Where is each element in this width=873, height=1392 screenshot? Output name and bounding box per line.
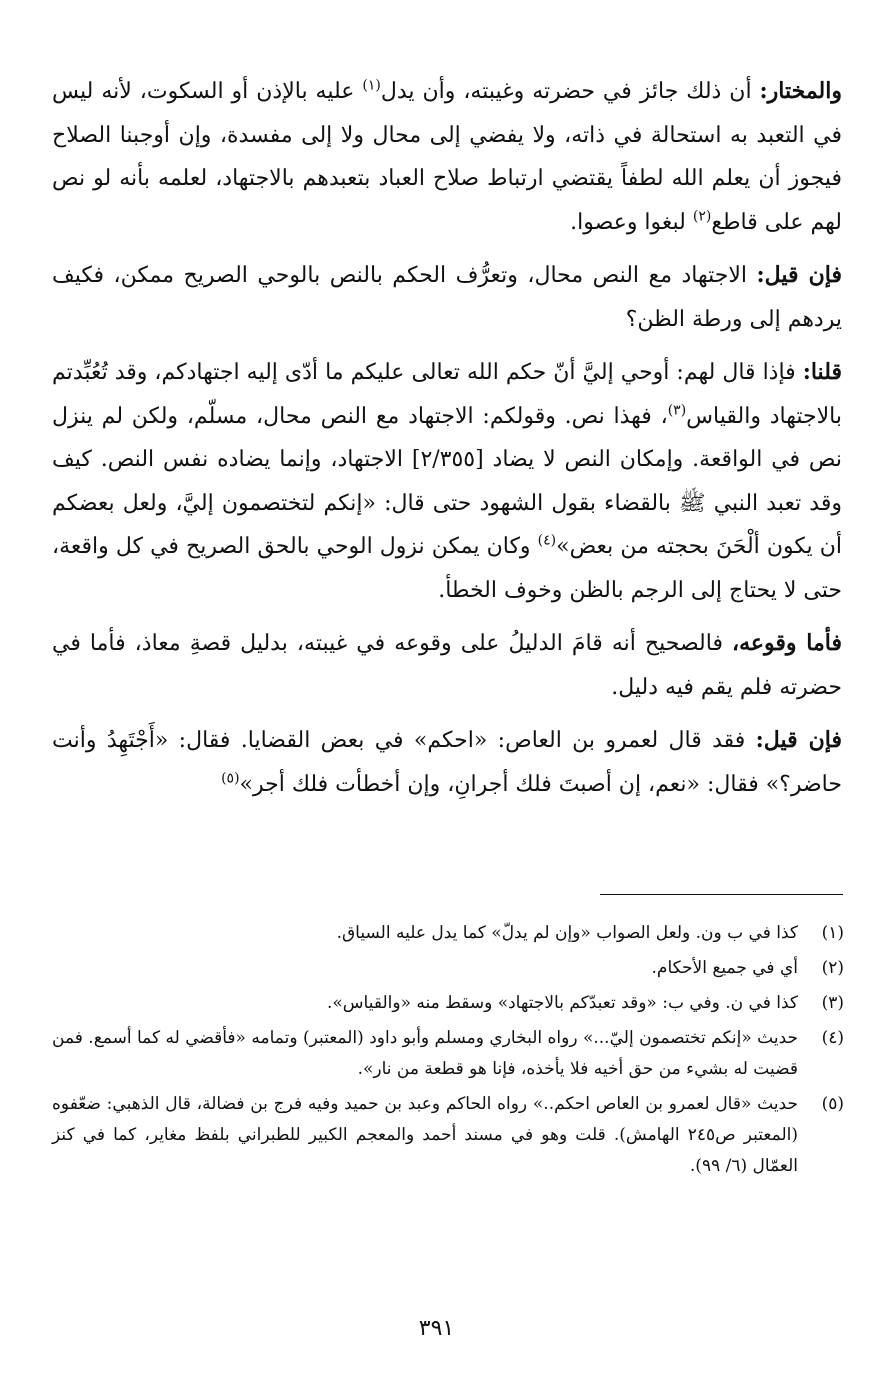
page-number: ٣٩١ [418, 1316, 455, 1341]
paragraph-lead: فإن قيل: [756, 262, 842, 288]
paragraph-text: أن ذلك جائز في حضرته وغيبته، وأن يدل [380, 79, 760, 104]
paragraph-text: عليه بالإذن أو السكوت، لأنه ليس في التعبد به استحالة في ذاته، ولا يفضي إلى محال ولا إلى مفسدة، وإن أوجبنا الصلاح فيجوز أن يعلم الله لطفاً يقتضي ارتباط صلاح العباد بتعبدهم بالاجتهاد، لعلمه بأنه لو نص لهم على قاطع [52, 79, 842, 235]
footnote-number: (١) [821, 923, 844, 943]
paragraph-text: فإذا قال لهم: أوحي إليَّ أنّ حكم الله تعالى عليكم ما أدّى إليه اجتهادكم، وقد تُعُبِّدتم بالاجتهاد والقياس [52, 360, 842, 429]
paragraph-lead: والمختار: [759, 78, 842, 104]
paragraph-text: ، فهذا نص. وقولكم: الاجتهاد مع النص محال، مسلّم، ولكن لم ينزل نص في الواقعة. وإمكان النص لا يضاد [٢/٣٥٥] الاجتهاد، وإنما يضاده نفس النص. كيف وقد تعبد النبي ﷺ بالقضاء بقول الشهود حتى قال: «إنكم لتختصمون إليَّ، ولعل بعضكم أن يكون ألْحَنَ بحجته من بعض» [52, 403, 842, 559]
paragraph-2 [52, 254, 842, 341]
footnote-reference: (١) [362, 77, 381, 94]
footnote-4 [52, 1023, 844, 1085]
footnote-2 [52, 953, 844, 984]
paragraph-lead: فإن قيل: [755, 727, 842, 753]
footnote-number: (٥) [821, 1094, 844, 1114]
paragraph-text: لبغوا وعصوا. [570, 209, 693, 235]
main-text-body [52, 70, 842, 816]
footnote-3 [52, 988, 844, 1019]
paragraph-5 [52, 719, 842, 806]
footnote-reference: (٥) [221, 770, 240, 787]
paragraph-4 [52, 622, 842, 709]
paragraph-text: الاجتهاد مع النص محال، وتعرُّف الحكم بالنص بالوحي الصريح ممكن، فكيف يردهم إلى ورطة الظن؟ [52, 263, 842, 332]
footnote-text: أي في جميع الأحكام. [651, 958, 798, 978]
footnote-reference: (٣) [667, 402, 687, 419]
footnote-text: حديث «إنكم تختصمون إليّ...» رواه البخاري ومسلم وأبو داود (المعتبر) وتمامه «فأقضي له كما أسمع. فمن قضيت له بشيء من حق أخيه فلا يأخذه، فإنا هو قطعة من نار». [52, 1028, 798, 1079]
footnote-5 [52, 1089, 844, 1182]
footnote-reference: (٢) [692, 208, 712, 225]
paragraph-text: وكان يمكن نزول الوحي بالحق الصريح في كل واقعة، حتى لا يحتاج إلى الرجم بالظن وخوف الخطأ. [52, 534, 842, 603]
paragraph-text: فالصحيح أنه قامَ الدليلُ على وقوعه في غيبته، بدليل قصةِ معاذ، فأما في حضرته فلم يقم فيه دليل. [52, 631, 842, 700]
footnote-text: كذا في ن. وفي ب: «وقد تعبدّكم بالاجتهاد» وسقط منه «والقياس». [326, 993, 798, 1013]
paragraph-text: فقد قال لعمرو بن العاص: «احكم» في بعض القضايا. فقال: «أَجْتَهِدُ وأنت حاضر؟» فقال: «نعم، إن أصبتَ فلك أجرانِ، وإن أخطأت فلك أجر» [52, 728, 842, 797]
paragraph-lead: قلنا: [802, 359, 842, 385]
footnote-1 [52, 918, 844, 949]
footnote-number: (٢) [821, 958, 844, 978]
paragraph-3 [52, 351, 842, 612]
footnote-number: (٤) [821, 1028, 844, 1048]
footnote-text: كذا في ب ون. ولعل الصواب «وإن لم يدلّ» كما يدل عليه السياق. [336, 923, 798, 943]
paragraph-1 [52, 70, 842, 244]
footnote-number: (٣) [821, 993, 844, 1013]
footnote-reference: (٤) [537, 532, 557, 549]
footnote-separator [600, 894, 843, 895]
paragraph-lead: فأما وقوعه، [732, 630, 842, 656]
footnotes-section [52, 918, 844, 1186]
footnote-text: حديث «قال لعمرو بن العاص احكم..» رواه الحاكم وعبد بن حميد وفيه فرج بن فضالة، قال الذهبي: ضعّفوه (المعتبر ص٢٤٥ الهامش). قلت وهو في مسند أحمد والمعجم الكبير للطبراني بلفظ مغاير، كما في كنز العمّال (٦/ ٩٩). [52, 1094, 798, 1176]
